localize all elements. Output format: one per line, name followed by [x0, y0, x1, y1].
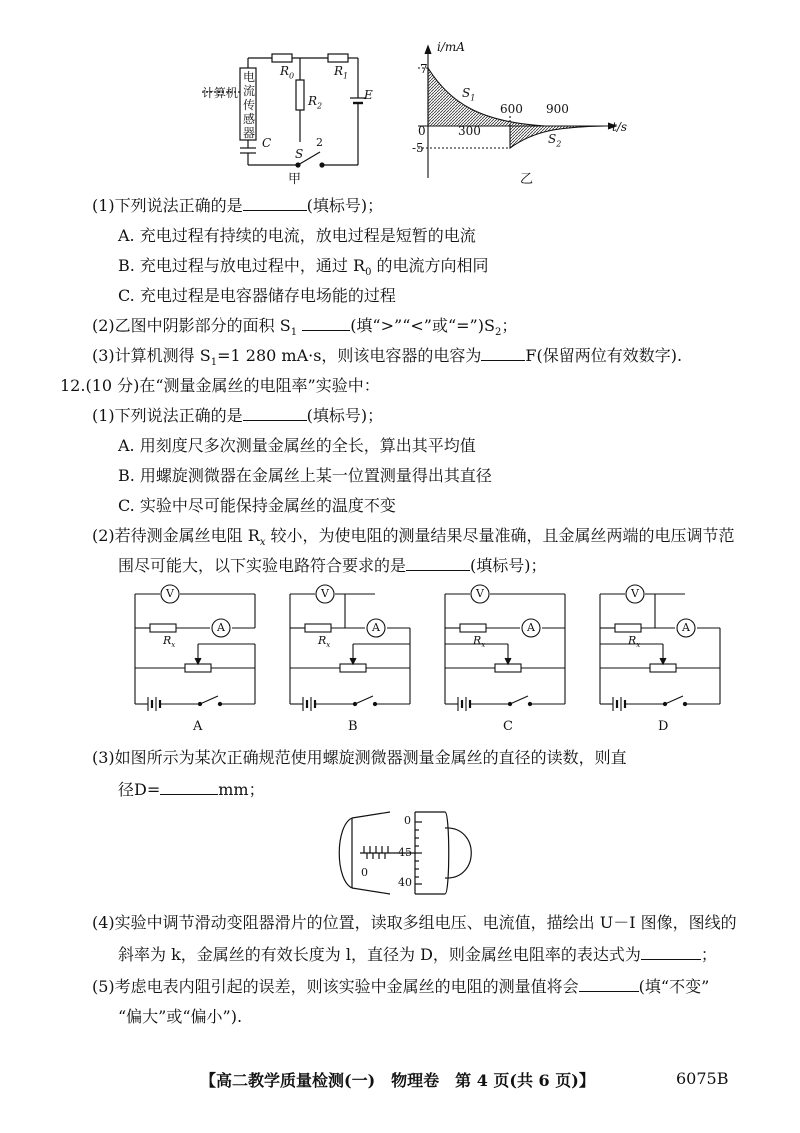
computer-label: 计算机 — [202, 86, 239, 100]
r2-label: $R_2$ — [308, 94, 323, 111]
yi-caption: 乙 — [520, 172, 534, 187]
tick-0: 0 — [418, 124, 426, 138]
tick-300: 300 — [458, 124, 481, 138]
q12-part5-line1: (5)考虑电表内阻引起的误差，则该实验中金属丝的电阻的测量值将会 (填“不变” — [92, 977, 710, 996]
tick-600: 600 — [500, 102, 523, 116]
area-s1 — [428, 68, 545, 126]
resistor-r0 — [272, 54, 292, 62]
ammeter-c: A — [527, 621, 535, 634]
x-axis-label: t/s — [612, 120, 628, 134]
circuit-d[interactable] — [600, 585, 720, 711]
thimble-mark-40: 40 — [398, 876, 412, 889]
q12-heading: 12.(10 分)在“测量金属丝的电阻率”实验中： — [60, 376, 380, 395]
q12-part1: (1)下列说法正确的是 (填标号)； — [92, 406, 384, 425]
voltmeter-b: V — [321, 587, 329, 600]
s1-label: $S_1$ — [462, 86, 476, 103]
q12-option-c: C. 实验中尽可能保持金属丝的温度不变 — [118, 496, 396, 515]
paper-code: 6075B — [676, 1069, 729, 1088]
circuit-caption-b: B — [348, 719, 358, 734]
e-label: E — [364, 88, 373, 102]
q12-part3-line2: 径D= mm； — [118, 780, 265, 799]
r1-label: $R_1$ — [334, 64, 349, 81]
capacitor-label: C — [262, 136, 272, 150]
q11-option-b: B. 充电过程与放电过程中，通过 $R_0$ 的电流方向相同 — [118, 256, 489, 279]
q11-part2: (2)乙图中阴影部分的面积 $S_1$ (填“>”“<”或“$=”)S_2$； — [92, 316, 518, 339]
q11-option-c: C. 充电过程是电容器储存电场能的过程 — [118, 286, 396, 305]
switch-pos-2: 2 — [316, 136, 323, 149]
q11-part1: (1)下列说法正确的是 (填标号)； — [92, 196, 384, 215]
ammeter-a: A — [217, 621, 225, 634]
y-axis-label: i/mA — [437, 40, 465, 54]
thimble-mark-45: 45 — [398, 846, 412, 859]
q12-part3-line1: (3)如图所示为某次正确规范使用螺旋测微器测量金属丝的直径的读数，则直 — [92, 748, 627, 767]
q12-part4-line1: (4)实验中调节滑动变阻器滑片的位置，读取多组电压、电流值，描绘出 U－I 图像，图线的 — [92, 913, 737, 932]
circuit-c[interactable] — [445, 585, 565, 711]
q11-part3: (3)计算机测得 $S_1=1$ 280 mA·s，则该电容器的电容为 F(保留两位有效数字). — [92, 346, 683, 369]
thimble-mark-0: 0 — [404, 814, 411, 827]
jia-caption: 甲 — [288, 172, 302, 187]
q12-part2-line1: (2)若待测金属丝电阻 $R_x$ 较小，为使电阻的测量结果尽量准确，且金属丝两端的电压调节范 — [92, 526, 735, 549]
circuit-caption-d: D — [658, 719, 669, 734]
page-footer: 【高二教学质量检测(一) 物理卷 第 4 页(共 6 页)】 — [200, 1071, 595, 1090]
q12-option-b: B. 用螺旋测微器在金属丝上某一位置测量得出其直径 — [118, 466, 492, 485]
tick-7: 7 — [420, 62, 428, 76]
circuit-caption-c: C — [503, 719, 513, 734]
rx-label-b: $R_x$ — [318, 634, 331, 650]
rx-label-d: $R_x$ — [628, 634, 641, 650]
circuits-row — [120, 582, 740, 742]
switch-label: S — [295, 147, 304, 161]
tick-minus-5: -5 — [412, 141, 424, 155]
q11-option-a: A. 充电过程有持续的电流，放电过程是短暂的电流 — [118, 226, 476, 245]
resistor-r1 — [328, 54, 348, 62]
q12-option-a: A. 用刻度尺多次测量金属丝的全长，算出其平均值 — [118, 436, 476, 455]
s2-label: $S_2$ — [548, 132, 562, 149]
q12-part5-line2: “偏大”或“偏小”). — [118, 1007, 243, 1026]
r0-label: $R_0$ — [280, 64, 295, 81]
circuit-a[interactable] — [135, 585, 255, 711]
circuit-caption-a: A — [193, 719, 203, 734]
tick-900: 900 — [546, 102, 569, 116]
main-scale-0: 0 — [361, 866, 368, 879]
voltmeter-c: V — [476, 587, 484, 600]
rx-label-c: $R_x$ — [473, 634, 486, 650]
q12-part4-line2: 斜率为 k，金属丝的有效长度为 l，直径为 D，则金属丝电阻率的表达式为 ； — [118, 945, 717, 964]
voltmeter-d: V — [631, 587, 639, 600]
ammeter-b: A — [372, 621, 380, 634]
figure-yi-chart — [410, 38, 640, 188]
ammeter-d: A — [682, 621, 690, 634]
resistor-r2 — [296, 80, 304, 110]
sensor-label: 电 流 传 感 器 — [243, 70, 256, 140]
rx-label-a: $R_x$ — [163, 634, 176, 650]
voltmeter-a: V — [166, 587, 174, 600]
q12-part2-line2: 围尽可能大，以下实验电路符合要求的是 (填标号)； — [118, 556, 547, 575]
circuit-b[interactable] — [290, 585, 410, 711]
